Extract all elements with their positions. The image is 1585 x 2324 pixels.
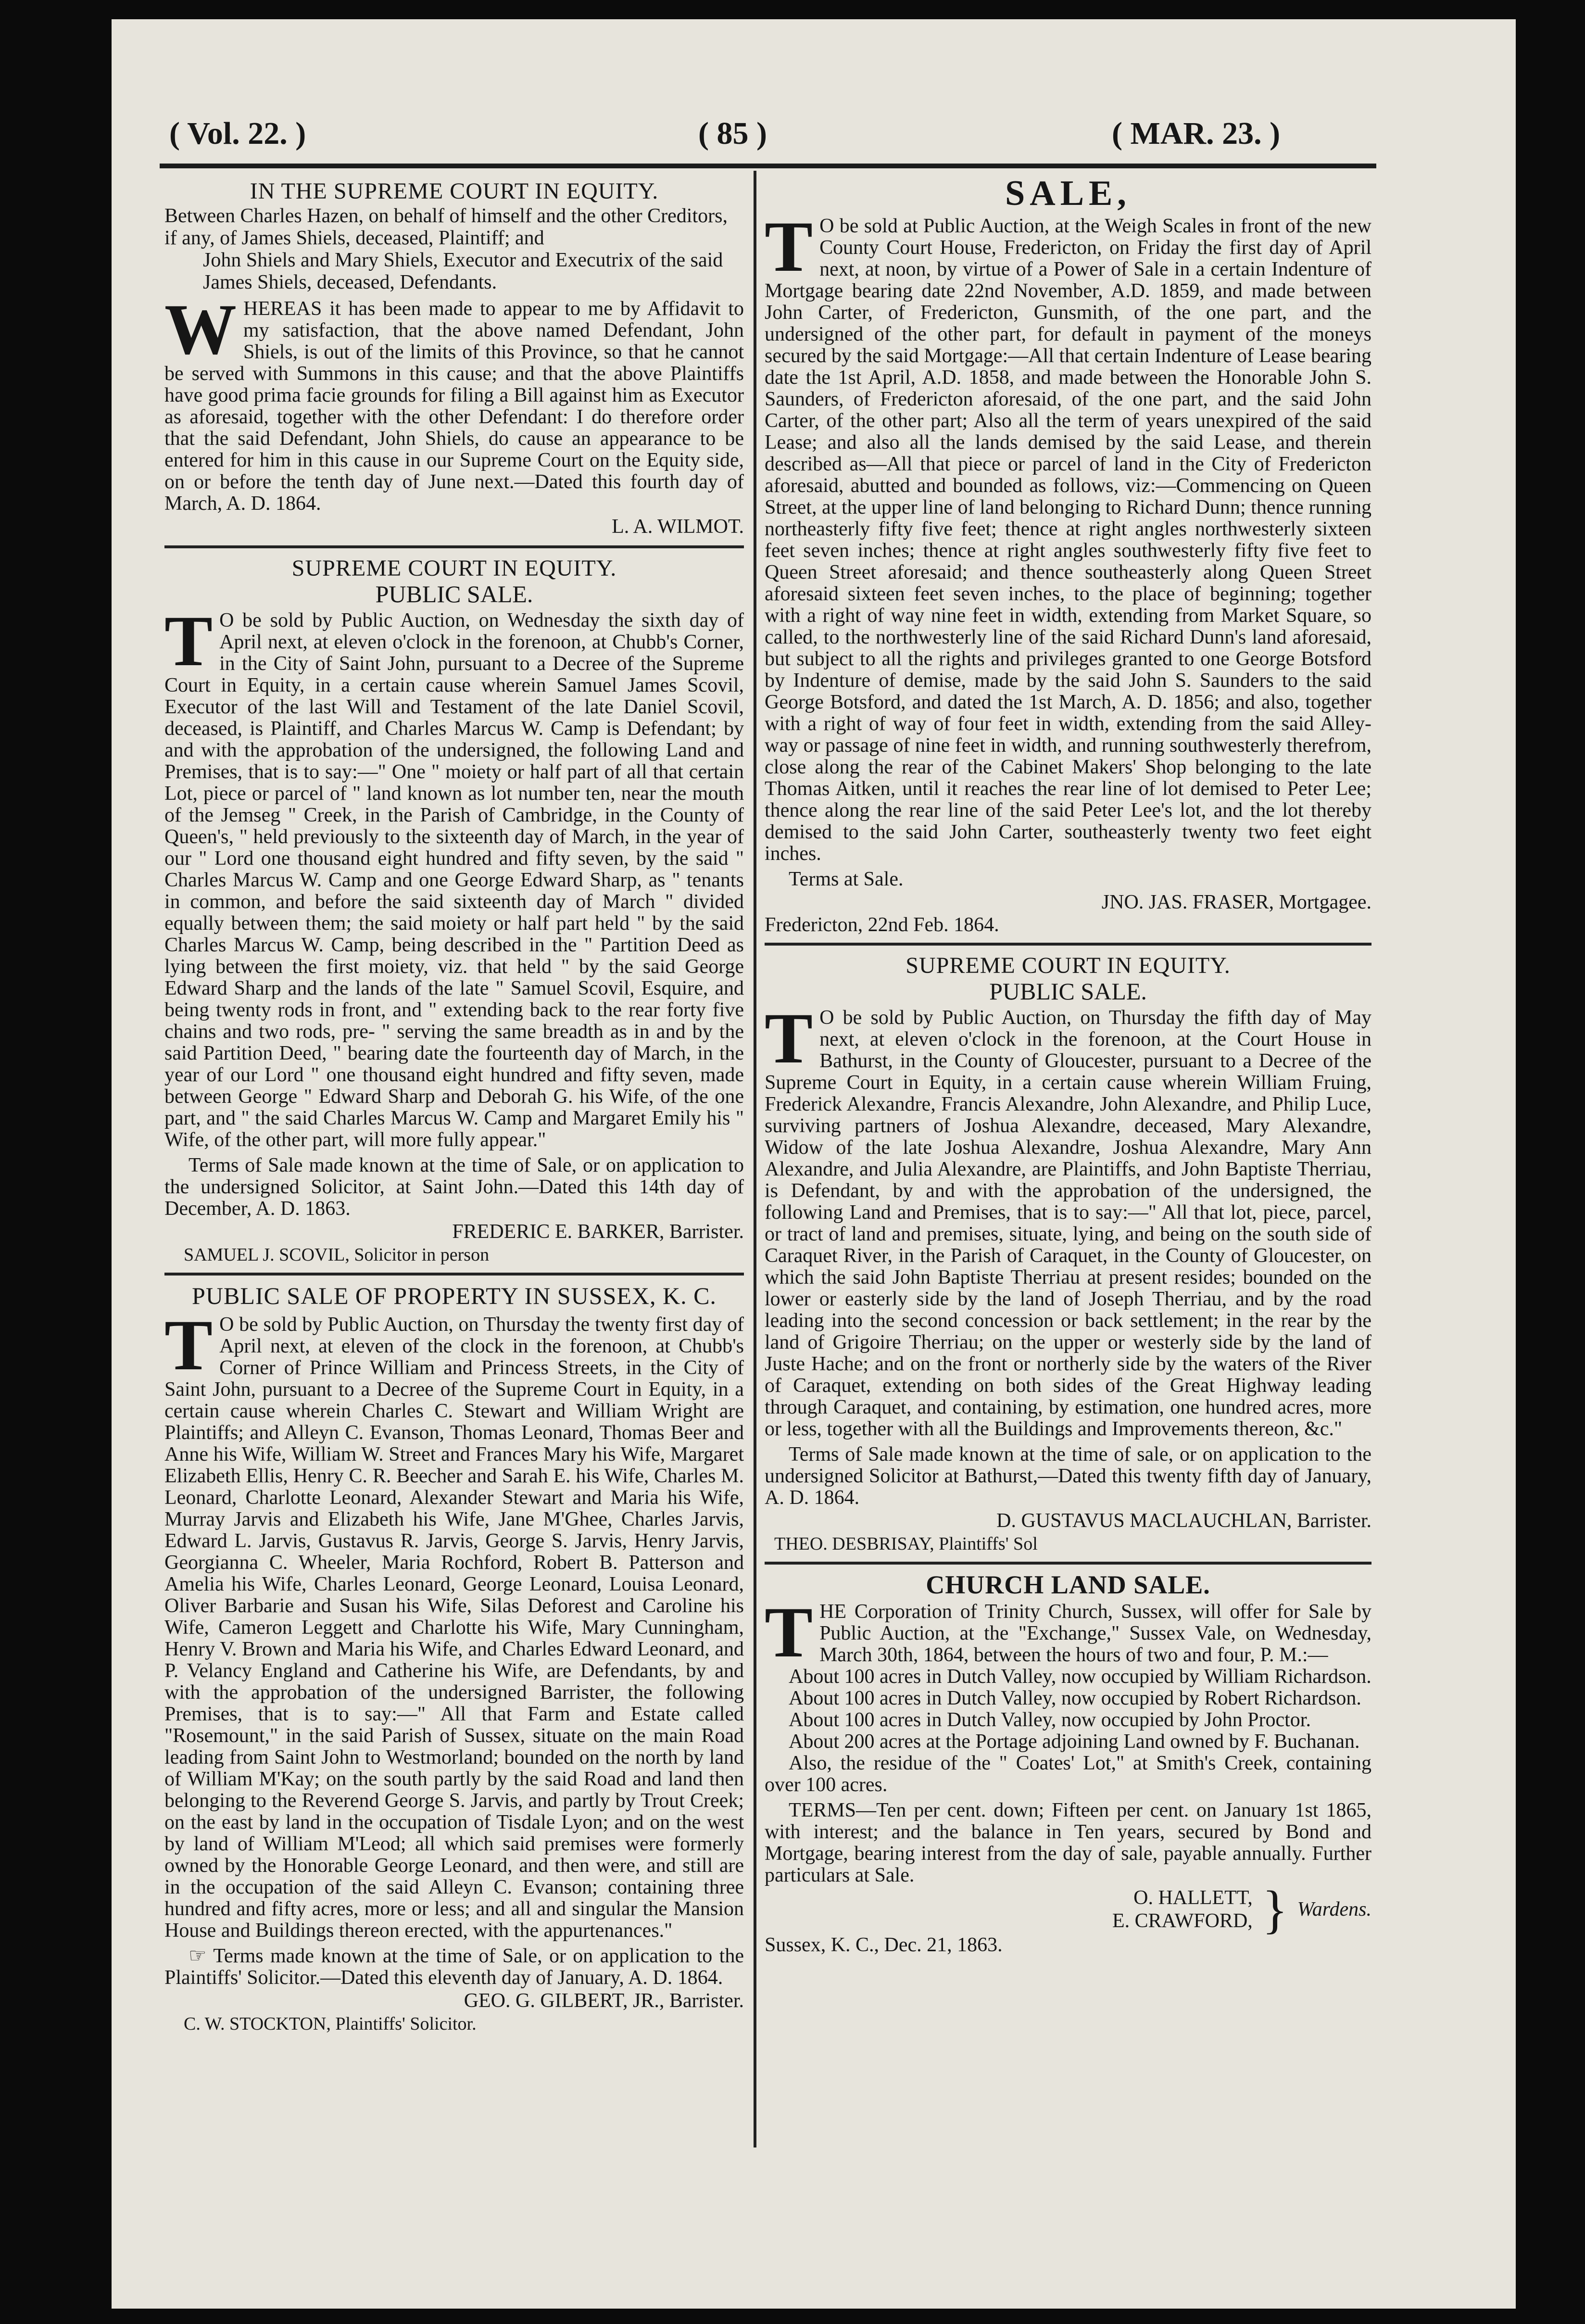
notice-signature: L. A. WILMOT. <box>612 516 744 538</box>
notice-signature: FREDERIC E. BARKER, Barrister. <box>452 1221 744 1243</box>
notice-body: HE Corporation of Trinity Church, Sussex, will offer for Sale by Public Auction, at the "Exchange," Sussex Vale, on Wednesday, March 30th, 1864, between the hours of two and four, P. M.:— <box>819 1601 1371 1666</box>
notice-scovil-public-sale <box>164 555 744 1266</box>
notice-body: HEREAS it has been made to appear to me by Affidavit to my satisfaction, that the above named Defendant, John Shiels, is out of the limits of this Province, so that he cannot be served with Summons in this cause; and that the above Plaintiffs have good prima facie grounds for filing a Bill against him as Executor as aforesaid, together with the other Defendant: I do therefore order that the said Defendant, John Shiels, do cause an appearance to be entered for him in this cause in our Supreme Court on the Equity side, on or before the tenth day of June next.—Dated this fourth day of March, A. D. 1864. <box>164 298 744 515</box>
notice-title: CHURCH LAND SALE. <box>926 1570 1210 1599</box>
section-divider <box>765 1562 1371 1565</box>
brace-glyph: } <box>1262 1880 1288 1939</box>
notice-terms: TERMS—Ten per cent. down; Fifteen per cent. on January 1st 1865, with interest; and the balance in Ten years, secured by Bond and Mortgage, bearing interest from the day of sale, payable annually. Further particulars at Sale. <box>765 1799 1371 1886</box>
notice-terms: Terms at Sale. <box>789 868 904 890</box>
issue-date: ( MAR. 23. ) <box>1112 116 1281 151</box>
drop-cap: W <box>164 290 237 369</box>
notice-dateline: Fredericton, 22nd Feb. 1864. <box>765 914 999 936</box>
notice-bathurst-public-sale <box>765 952 1371 1555</box>
notice-fredericton-sale <box>765 174 1371 936</box>
notice-title: SUPREME COURT IN EQUITY. <box>291 556 617 581</box>
wardens-signature <box>765 1880 1371 1939</box>
drop-cap: T <box>164 601 213 681</box>
volume-label: ( Vol. 22. ) <box>169 116 306 151</box>
lot-list <box>765 1666 1371 1796</box>
notice-terms: Terms of Sale made known at the time of sale, or on application to the undersigned Solicitor at Bathurst,—Dated this twenty fifth day of January, A. D. 1864. <box>765 1443 1371 1509</box>
notice-title: SALE, <box>1005 174 1131 213</box>
section-divider <box>765 943 1371 946</box>
notice-title: IN THE SUPREME COURT IN EQUITY. <box>250 178 659 204</box>
notice-subtitle: PUBLIC SALE. <box>989 978 1147 1005</box>
drop-cap: T <box>164 1305 213 1385</box>
notice-solicitor: THEO. DESBRISAY, Plaintiffs' Sol <box>774 1534 1038 1554</box>
notice-solicitor: C. W. STOCKTON, Plaintiffs' Solicitor. <box>184 2014 477 2034</box>
drop-cap: T <box>765 207 813 287</box>
column-divider <box>754 171 756 2147</box>
notice-subtitle: PUBLIC SALE. <box>375 581 533 607</box>
notice-signature: D. GUSTAVUS MACLAUCHLAN, Barrister. <box>996 1510 1371 1532</box>
notice-sussex-property <box>164 1282 744 2035</box>
left-column <box>164 178 744 2160</box>
notice-title: SUPREME COURT IN EQUITY. <box>906 953 1231 978</box>
section-divider <box>164 545 744 548</box>
newspaper-page <box>112 19 1516 2309</box>
warden-name: O. HALLETT, <box>1133 1887 1253 1909</box>
notice-solicitor: SAMUEL J. SCOVIL, Solicitor in person <box>184 1245 490 1265</box>
right-column <box>765 174 1371 2170</box>
drop-cap: T <box>765 998 813 1078</box>
drop-cap: T <box>765 1592 813 1672</box>
lot-item: About 200 acres at the Portage adjoining Land owned by F. Buchanan. <box>789 1730 1360 1753</box>
notice-body: O be sold at Public Auction, at the Weigh Scales in front of the new County Court House, Fredericton, on Friday the first day of April next, at noon, by virtue of a Power of Sale in a certain Indenture of Mortgage bearing date 22nd November, A.D. 1859, and made between John Carter, of Fredericton, Gunsmith, of the one part, and the undersigned of the other part, for default in payment of the moneys secured by the said Mortgage:—All that certain Indenture of Lease bearing date the 1st April, A.D. 1858, and made between the Honorable John S. Saunders, of Fredericton aforesaid, of the one part, and the said John Carter, of the other part; Also all the term of years unexpired of the said Lease; and also all the lands demised by the said Lease, and therein described as—All that piece or parcel of land in the City of Fredericton aforesaid, abutted and bounded as follows, viz:—Commencing on Queen Street, at the upper line of land belonging to Richard Dunn; thence running northeasterly fifty five feet; thence at right angles northwesterly sixteen feet seven inches; thence at right angles southwesterly fifty five feet to Queen Street aforesaid; and thence southeasterly along Queen Street aforesaid sixteen feet seven inches, to the place of beginning; together with a right of way nine feet in width, extending from Market Square, so called, to the northwesterly line of the said Richard Dunn's land aforesaid, but subject to all the rights and privileges granted to one George Botsford by Indenture of demise, made by the said John S. Saunders to the said George Botsford, and dated the 1st March, A. D. 1856; and also, together with a right of way of four feet in width, extending from the said Alley-way or passage of nine feet in width, and running southwesterly therefrom, close along the rear of the Cabinet Makers' Shop belonging to the late Thomas Aitken, until it reaches the rear line of lot demised to Peter Lee; thence along the rear line of the said Peter Lee's lot, and the lot thereby demised to the said John Carter, southeasterly twenty two feet eight inches. <box>765 215 1371 865</box>
notice-dateline: Sussex, K. C., Dec. 21, 1863. <box>765 1934 1003 1956</box>
notice-signature: JNO. JAS. FRASER, Mortgagee. <box>1101 891 1371 913</box>
notice-terms: Terms of Sale made known at the time of Sale, or on application to the undersigned Solicitor, at Saint John.—Dated this 14th day of December, A. D. 1863. <box>164 1154 744 1220</box>
warden-name: E. CRAWFORD, <box>1112 1910 1253 1932</box>
lot-item: About 100 acres in Dutch Valley, now occupied by Robert Richardson. <box>789 1687 1361 1709</box>
notice-terms: ☞ Terms made known at the time of Sale, or on application to the Plaintiffs' Solicitor.—Dated this eleventh day of January, A. D. 1864. <box>164 1945 744 1989</box>
notice-body: O be sold by Public Auction, on Thursday the fifth day of May next, at eleven o'clock in the forenoon, at the Court House in Bathurst, in the County of Gloucester, pursuant to a Decree of the Supreme Court in Equity, in a certain cause wherein William Fruing, Frederick Alexandre, Francis Alexandre, John Alexandre, and Philip Luce, surviving partners of Joshua Alexandre, deceased, Mary Alexandre, Widow of the late Joshua Alexandre, Joshua Alexandre, Mary Ann Alexandre, and Julia Alexandre, are Plaintiffs, and John Baptiste Therriau, is Defendant, by and with the approbation of the undersigned, the following Land and Premises, that is to say:—" All that lot, piece, parcel, or tract of land and premises, situate, lying, and being on the south side of Caraquet River, in the Parish of Caraquet, in the County of Gloucester, on which the said John Baptiste Therriau at present resides; bounded on the lower or easterly side by the land of Joseph Therriau, and by the road leading into the second concession or back settlement; in the rear by the land of Grigoire Therriau; on the upper or westerly side by the land of Juste Hache; and on the front or northerly side by the waters of the River of Caraquet, extending on both sides of the Great Highway leading through Caraquet, and containing, by estimation, one hundred acres, more or less, together with all the Buildings and Improvements thereon, &c." <box>765 1007 1371 1440</box>
section-divider <box>164 1273 744 1276</box>
lot-item: About 100 acres in Dutch Valley, now occupied by William Richardson. <box>789 1666 1371 1688</box>
notice-body: O be sold by Public Auction, on Thursday the twenty first day of April next, at eleven of the clock in the forenoon, at Chubb's Corner of Prince William and Princess Streets, in the City of Saint John, pursuant to a Decree of the Supreme Court in Equity, in a certain cause wherein Charles C. Stewart and William Wright are Plaintiffs; and Alleyn C. Evanson, Thomas Leonard, Thomas Beer and Anne his Wife, William W. Street and Frances Mary his Wife, Margaret Elizabeth Ellis, Henry C. R. Beecher and Sarah E. his Wife, Charles M. Leonard, Charlotte Leonard, Alexander Stewart and Maria his Wife, Murray Jarvis and Elizabeth his Wife, Jane M'Ghee, Charles Jarvis, Edward L. Jarvis, Gustavus R. Jarvis, George S. Jarvis, Henry Jarvis, Georgianna C. Wheeler, Maria Rochford, Robert B. Patterson and Amelia his Wife, Charles Leonard, George Leonard, Louisa Leonard, Oliver Barbarie and Susan his Wife, Silas Deforest and Caroline his Wife, Cameron Leggett and Charlotte his Wife, Mary Cunningham, Henry V. Brown and Maria his Wife, and Charles Edward Leonard, and P. Velancy England and Catherine his Wife, are Defendants, by and with the approbation of the undersigned Barrister, the following Premises, that is to say:—" All that Farm and Estate called "Rosemount," in the said Parish of Sussex, situate on the main Road leading from Saint John to Westmorland; bounded on the north by land of William M'Kay; on the south partly by the said Road and land then belonging to the Reverend George S. Jarvis, and partly by Trout Creek; on the east by land in the occupation of Tisdale Lyon; and on the west by land of William M'Leod; all which said premises were formerly owned by the Honorable George Leonard, and then were, and still are in the occupation of the said Alleyn C. Evanson; containing three hundred and fifty acres, more or less; and all and singular the Mansion House and Buildings thereon erected, with the appurtenances." <box>164 1314 744 1942</box>
lot-item: Also, the residue of the " Coates' Lot," at Smith's Creek, containing over 100 acres. <box>765 1752 1371 1796</box>
page-number: ( 85 ) <box>698 116 767 151</box>
header-rule <box>160 164 1376 168</box>
notice-title: PUBLIC SALE OF PROPERTY IN SUSSEX, K. C. <box>192 1282 717 1309</box>
notice-signature: GEO. G. GILBERT, JR., Barrister. <box>464 1990 744 2012</box>
wardens-label: Wardens. <box>1297 1898 1371 1920</box>
notice-parties: Between Charles Hazen, on behalf of himself and the other Creditors, if any, of James Shiels, deceased, Plaintiff; and <box>164 205 728 249</box>
notice-parties-defendants: John Shiels and Mary Shiels, Executor and Executrix of the said James Shiels, deceased, Defendants. <box>203 249 723 293</box>
notice-supreme-court-hazen <box>164 178 744 539</box>
notice-church-land-sale <box>765 1571 1371 1956</box>
lot-item: About 100 acres in Dutch Valley, now occupied by John Proctor. <box>789 1709 1311 1731</box>
notice-body: O be sold by Public Auction, on Wednesday the sixth day of April next, at eleven o'clock in the forenoon, at Chubb's Corner, in the City of Saint John, pursuant to a Decree of the Supreme Court in Equity, in a certain cause wherein Samuel James Scovil, Executor of the last Will and Testament of the late Daniel Scovil, deceased, is Plaintiff, and Charles Marcus W. Camp is Defendant; by and with the approbation of the undersigned, the following Land and Premises, that is to say:—" One " moiety or half part of all that certain Lot, piece or parcel of " land known as lot number ten, near the mouth of the Jemseg " Creek, in the Parish of Cambridge, in the County of Queen's, " held previously to the sixteenth day of March, in the year of our " Lord one thousand eight hundred and fifty seven, by the said " Charles Marcus W. Camp and one George Edward Sharp, as " tenants in common, and before the said sixteenth day of March " divided equally between them; the said moiety or half part held " by the said Charles Marcus W. Camp, being described in the " Partition Deed as lying between the first moiety, viz. that held " by the said George Edward Sharp and the lands of the late " Samuel Scovil, Esquire, and being twenty rods in front, and " extending back to the rear forty five chains and two rods, pre- " serving the same breadth as in and by the said Partition Deed, " bearing date the fourteenth day of March, in the year of our Lord " one thousand eight hundred and fifty seven, made between George " Edward Sharp and Deborah G. his Wife, of the one part, and " the said Charles Marcus W. Camp and Margaret Emily his " Wife, of the other part, will more fully appear." <box>164 609 744 1151</box>
